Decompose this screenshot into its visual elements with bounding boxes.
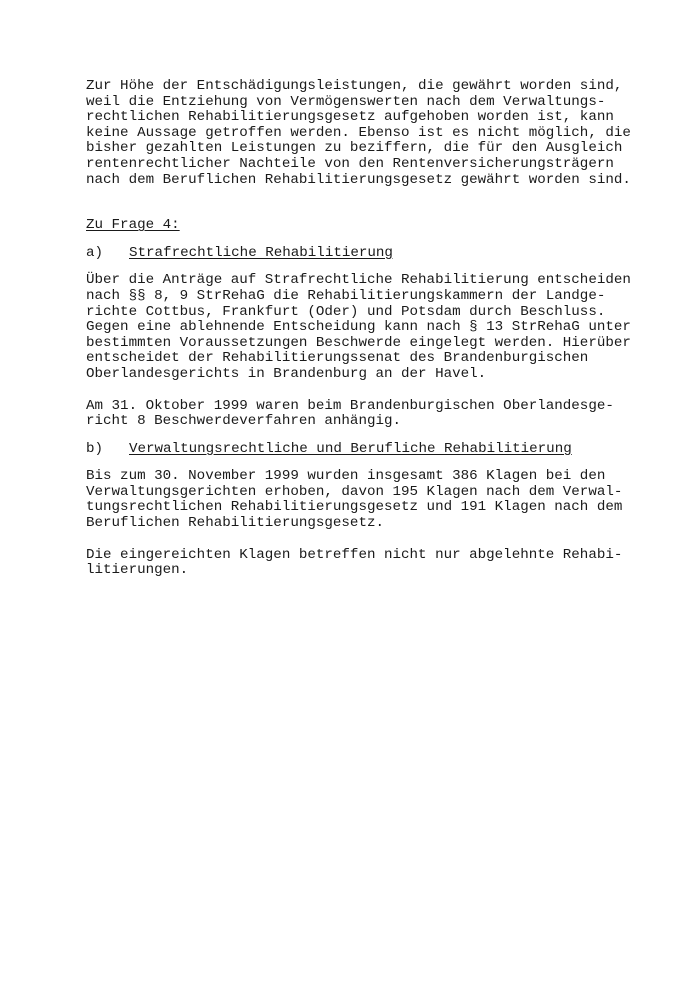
text-line: richt 8 Beschwerdeverfahren anhängig.	[86, 413, 402, 430]
subsection-b-title: Verwaltungsrechtliche und Berufliche Rehabilitierung	[129, 440, 572, 457]
text-line: entscheidet der Rehabilitierungssenat des Brandenburgischen	[86, 350, 589, 367]
text-line: Über die Anträge auf Strafrechtliche Rehabilitierung entscheiden	[86, 272, 631, 289]
text-line: bestimmten Voraussetzungen Beschwerde eingelegt werden. Hierüber	[86, 334, 631, 351]
subsection-a-title: Strafrechtliche Rehabilitierung	[129, 244, 393, 261]
subsection-a-heading	[86, 246, 616, 262]
text-line: Bis zum 30. November 1999 wurden insgesamt 386 Klagen bei den	[86, 468, 606, 485]
subsection-a-paragraph-1	[86, 272, 631, 382]
subsection-a-paragraph-2	[86, 399, 616, 430]
text-line: Gegen eine ablehnende Entscheidung kann nach § 13 StrRehaG unter	[86, 319, 631, 336]
subsection-b-heading	[86, 442, 616, 458]
text-line: richte Cottbus, Frankfurt (Oder) und Potsdam durch Beschluss.	[86, 303, 606, 320]
text-line: Die eingereichten Klagen betreffen nicht nur abgelehnte Rehabi-	[86, 546, 623, 563]
text-line: Verwaltungsgerichten erhoben, davon 195 Klagen nach dem Verwal-	[86, 483, 623, 500]
text-line: litierungen.	[86, 562, 189, 579]
subsection-b-paragraph-1	[86, 468, 623, 532]
text-line: bisher gezahlten Leistungen zu beziffern, die für den Ausgleich	[86, 140, 623, 157]
subsection-b-paragraph-2	[86, 546, 623, 579]
text-line: nach dem Beruflichen Rehabilitierungsgesetz gewährt worden sind.	[86, 171, 631, 188]
text-line: tungsrechtlichen Rehabilitierungsgesetz und 191 Klagen nach dem	[86, 499, 623, 516]
subsection-b-label: b)	[86, 440, 104, 457]
text-line: Am 31. Oktober 1999 waren beim Brandenburgischen Oberlandesge-	[86, 397, 614, 414]
text-line: weil die Entziehung von Vermögenswerten nach dem Verwaltungs-	[86, 93, 606, 110]
text-line: rentenrechtlicher Nachteile von den Rentenversicherungsträgern	[86, 155, 614, 172]
text-line: Oberlandesgerichts in Brandenburg an der Havel.	[86, 365, 487, 382]
intro-paragraph	[86, 78, 631, 188]
subsection-a-label: a)	[86, 244, 104, 261]
text-line: Zur Höhe der Entschädigungsleistungen, die gewährt worden sind,	[86, 78, 623, 94]
text-line: Beruflichen Rehabilitierungsgesetz.	[86, 515, 384, 532]
text-line: rechtlichen Rehabilitierungsgesetz aufgehoben worden ist, kann	[86, 109, 614, 126]
section-heading-frage-4: Zu Frage 4:	[86, 217, 180, 234]
text-line: keine Aussage getroffen werden. Ebenso ist es nicht möglich, die	[86, 124, 631, 141]
document-page	[86, 78, 631, 579]
text-line: nach §§ 8, 9 StrRehaG die Rehabilitierungskammern der Landge-	[86, 287, 606, 304]
